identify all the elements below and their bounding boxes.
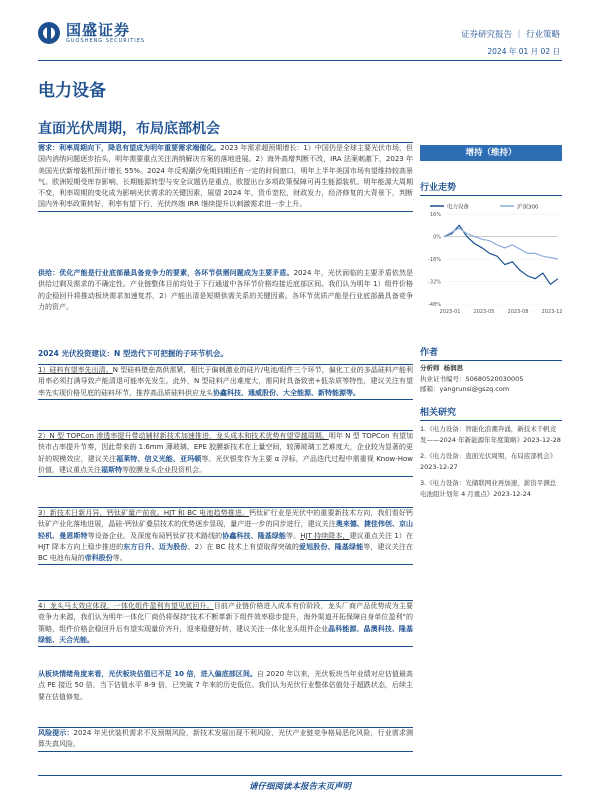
item-text: 建议重点关注 1）在 HJT 降本方向上稳步推进的 bbox=[38, 531, 414, 551]
analyst-name: 杨润思 bbox=[443, 364, 464, 372]
item-text: 等胶膜龙头企业投资机会。 bbox=[122, 465, 206, 474]
related-list bbox=[420, 424, 562, 499]
related-title: 相关研究 bbox=[420, 405, 562, 421]
item-recommend: 福斯特 bbox=[101, 465, 122, 474]
para-lead: 需求：利率周期向下，降息有望成为明年重要需求端催化。 bbox=[38, 144, 221, 152]
sector-title: 电力设备 bbox=[38, 81, 106, 101]
header-rule bbox=[38, 60, 562, 61]
analyst-label: 分析师 bbox=[420, 364, 440, 372]
item-lead: 2）N 型 TOPCon 渗透率提升带动辅材新技术加速推进，龙头成本和技术优势有望穿越周期。 bbox=[38, 432, 329, 440]
item-text: 等。光伏银浆作为主要 α 浮标，产品迭代过程中需重视 Know-How 价值，建议重点关注 bbox=[38, 454, 414, 474]
footer-rule bbox=[38, 775, 562, 776]
related-item[interactable]: 2.《电力设备：直面光伏周期，布局底部机会》2023-12-27 bbox=[420, 452, 557, 471]
para-text: 2024 年，光伏面临的主要矛盾依然是供给过剩及需求的不确定性。产业链整体目前均处于下行通道中各环节价格均接近底部区间。我们认为明年 1）组件价格的企稳回升将推动板块需求加速复苏，2）产能出清是短期供需关系的关键因素。各环节优质产能是行业底部最具备竞争力的资产。 bbox=[38, 269, 414, 311]
item-lead: HJT 持续降本， bbox=[300, 531, 350, 540]
analyst-cert: 执业证书编号：S0680520030005 bbox=[420, 374, 524, 383]
rating-badge: 增持（维持） bbox=[420, 145, 562, 161]
y-tick-label: 0% bbox=[433, 234, 441, 241]
analyst-title: 作者 bbox=[420, 345, 562, 361]
series-line bbox=[444, 225, 558, 284]
x-tick-label: 2023-08 bbox=[507, 309, 529, 315]
para-lead: 供给：优化产能是行业底部最具备竞争力的要素，各环节供需问题成为主要矛盾。 bbox=[38, 269, 294, 277]
related-item[interactable]: 1.《电力设备：智能化浪潮奔涌，新技术千帆竞发——2024 年新能源年年度策略》2023-12-28 bbox=[420, 425, 561, 444]
x-tick-label: 2023-01 bbox=[439, 309, 461, 315]
para-text: 2024 年光伏装机需求不及预期风险，新技术发展出现不利风险，光伏产业链竞争格局恶化风险，行业需求测算失真风险。 bbox=[38, 729, 413, 749]
item-topcon bbox=[38, 430, 413, 477]
y-tick-label: -16% bbox=[428, 257, 441, 263]
para-lead: 从板块情绪角度来看，光伏板块估值已不足 10 倍，进入偏底部区间。 bbox=[38, 670, 257, 678]
item-polysilicon bbox=[38, 364, 413, 400]
item-text: 钙钛矿行业是光伏中的重要新技术方向，我们看好钙钛矿产业化落地进展，晶硅-钙钛矿叠层技术的优势逐步显现，量产进一步的同步进行，建议关注 bbox=[38, 509, 414, 529]
subsection-title: 2024 光伏投资建议：N 型迭代下可把握的子环节机会。 bbox=[38, 349, 228, 358]
item-text: 等设备企业。及深度布局钙钛矿技术路线的 bbox=[87, 531, 223, 540]
item-recommend: 福莱特、信义光能、亚玛顿 bbox=[116, 454, 202, 463]
performance-chart bbox=[420, 200, 562, 318]
item-lead: HJT 和 BC 电池趋势推进。 bbox=[163, 509, 250, 517]
paragraph-demand bbox=[38, 142, 413, 212]
item-text: 明年 N 型 TOPCon 有望加快市占率提升节奏，因此带来的 1.6mm 薄玻璃、EPE 胶膜新技术在上量空间，较薄玻璃工艺难度大，企业较为显著的更好的规模效应，建议关注 bbox=[38, 432, 413, 463]
item-text: 目前产业链价格进入成本有价阶段，龙头厂商产品优势成为主要竞争力来源，我们认为明年一体化厂商仍将保持"技术不断革新下组件效率稳步提升，海外渠道开拓保障自身单位盈利"的策略，组件价格企稳回升后有望实现量价齐升，迎来稳健好转，建议关注一体化龙头组件企业 bbox=[38, 602, 414, 633]
y-tick-label: 16% bbox=[429, 212, 441, 218]
item-recommend: 帝科股份 bbox=[84, 554, 113, 563]
legend-label: 电力设备 bbox=[447, 204, 470, 211]
para-lead: 风险提示： bbox=[38, 729, 74, 737]
x-tick-label: 2023-12 bbox=[541, 309, 562, 315]
item-recommend: 东方日升、迈为股份 bbox=[123, 542, 188, 551]
para-text: 2023 年需求超预期增长：1）中国仍是全球主要光伏市场，但国内消纳问题逐步抬头，明年需要重点关注消纳解决方案的落地进展。2）海外高增判断不改，IRA 法案刺激下，2023 年美国光伏新增装机预计增长 55%。2024 年反观潮汐免期到期还有一定的时间窗口，明年上半年美国市场有望维持较高景气。欧洲短期受库存影响，长期能源转型与安全议题仍是重点，欧盟出台多项政策保障可再生能源装机。明年能源大周期不变，利率周期的变化成为影响光伏需求的关键因素，展望 2024 年，货币宽松，财政发力，经济修复的大背景下，判断国内外利率政策转好，利率有望下行，光伏终端 IRR 继续提升以刺激需求进一步上升。 bbox=[38, 144, 414, 209]
series-line bbox=[444, 228, 558, 259]
y-tick-label: -48% bbox=[428, 302, 441, 308]
analyst-email[interactable]: 邮箱：yangrunsi@gszq.com bbox=[420, 385, 510, 393]
paragraph-risk bbox=[38, 727, 413, 752]
item-recommend: 爱旭股份、隆基绿能 bbox=[299, 542, 364, 551]
paragraph-valuation bbox=[38, 669, 413, 703]
item-text: 等。 bbox=[112, 554, 127, 563]
legend-label: 沪深300 bbox=[517, 204, 539, 211]
related-item[interactable]: 3.《电力设备：光储联网业再加速，薪资平测总电池组计划年 4 月重点》2023-12-24 bbox=[420, 479, 557, 498]
item-integration bbox=[38, 600, 413, 647]
x-tick-label: 2023-05 bbox=[473, 309, 495, 315]
paragraph-supply bbox=[38, 268, 413, 313]
logo-text-cn: 国盛证券 bbox=[66, 21, 131, 39]
perf-title: 行业走势 bbox=[420, 180, 562, 196]
company-logo bbox=[38, 22, 145, 44]
report-title: 直面光伏周期，布局底部机会 bbox=[38, 121, 220, 137]
item-perovskite bbox=[38, 507, 413, 565]
item-text: 等，建议关注在 BC 电池布局的 bbox=[38, 542, 414, 563]
y-tick-label: -32% bbox=[428, 279, 441, 286]
item-recommend: 协鑫科技、隆基绿能 bbox=[222, 531, 287, 540]
item-recommend: 奥来德、捷佳伟创、京山轻机、曼恩斯特 bbox=[38, 520, 413, 540]
item-lead: 4）龙头马太效应体现，一体化组件盈利有望见底回升。 bbox=[38, 602, 214, 610]
report-date: 2024 年 01 月 02 日 bbox=[487, 47, 560, 56]
report-type: 证券研究报告 ｜ 行业策略 bbox=[461, 30, 560, 40]
footer-disclaimer: 请仔细阅读本报告末页声明 bbox=[248, 782, 351, 792]
logo-mark-icon bbox=[38, 22, 60, 44]
analyst-info bbox=[420, 363, 562, 395]
item-text: 。2）在 BC 技术上有望取得突破的 bbox=[187, 542, 300, 551]
item-lead: 1）硅料有望率先出清。 bbox=[38, 366, 113, 374]
logo-text-en: GUOSHENG SECURITIES bbox=[66, 38, 146, 44]
item-lead: 3）新技术日新月异，钙钛矿量产前夜。 bbox=[38, 509, 164, 517]
item-recommend: 晶科能源、晶澳科技、隆基绿能、天合光能。 bbox=[38, 624, 414, 644]
para-text: 自 2020 年以来，光伏板块当年业绩对应估值最高点 PE 接近 50 倍，当下估值水平 8-9 倍，已突破 7 年来的历史低位。我们认为光伏行业整体估值处于超跌状态，后续主要在估值修复。 bbox=[38, 670, 413, 701]
item-recommend: 协鑫科技、通威股份、大全能源、新特能源等。 bbox=[213, 388, 360, 397]
item-text: 等。 bbox=[286, 531, 301, 540]
item-text: N 型硅料壁垒高供需紧，相比于偏刺激业的硅片/电池/组件三个环节，偏化工业的多晶硅料产能利用率必须打满导致产能清退可能率先发生。此外，N 型硅料产出难度大，需同时具备致密+低杂质等特性，建议关注有望率先实现价格见底的硅料环节，推荐高品质硅料供应龙头 bbox=[38, 366, 413, 397]
